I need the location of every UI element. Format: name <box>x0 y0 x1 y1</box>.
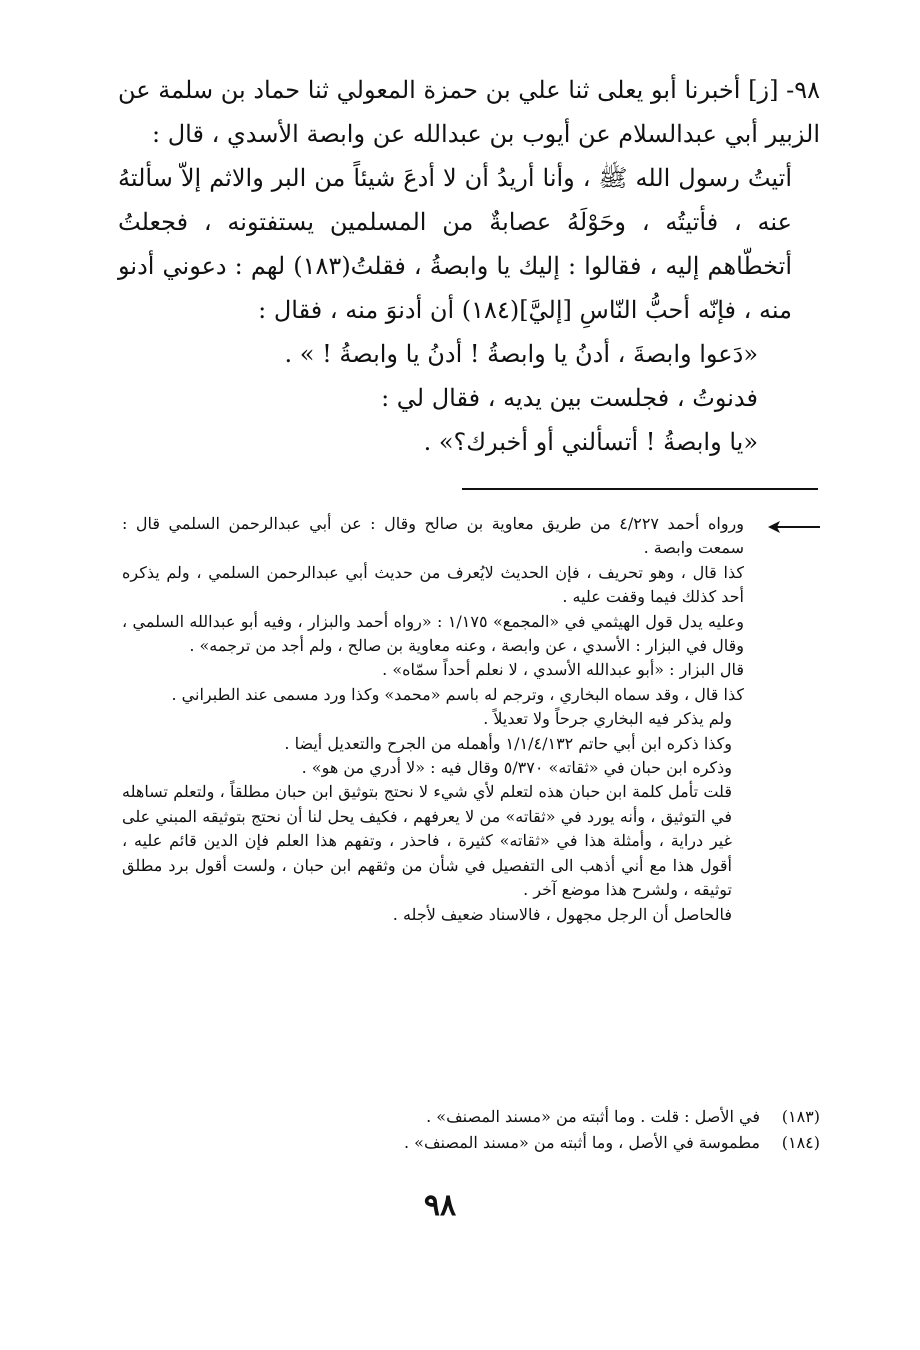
commentary-paragraph: قلت تأمل كلمة ابن حبان هذه لتعلم لأي شيء لا نحتج بتوثيق ابن حبان مطلقاً ، ولتعلم تساهله في التوثيق ، وأنه يورد في «ثقاته» من لا يعرفهم ، فكيف يحل لنا أن نحتج بتوثيقه المبني على غير دراية ، وأمثلة هذا في «ثقاته» كثيرة ، فاحذر ، وتفهم هذا العلم فإن الدين قائم عليه ، أقول هذا مع أني أذهب الى التفصيل في شأن من وثقهم ابن حبان ، ولست أقول برد مطلق توثيقه ، ولشرح هذا موضع آخر . <box>122 782 732 900</box>
footnote-separator <box>462 488 818 490</box>
commentary-paragraph: كذا قال ، وقد سماه البخاري ، وترجم له باسم «محمد» وكذا ورد مسمى عند الطبراني . <box>171 684 744 704</box>
hadith-quote-2: «يا وابصةُ ! أتسألني أو أخبرك؟» . <box>423 428 758 456</box>
commentary-paragraph: وعليه يدل قول الهيثمي في «المجمع» ١/١٧٥ : «رواه أحمد والبزار ، وفيه أبو عبدالله السلمي ، وقال في البزار : الأسدي ، عن وابصة ، وعنه معاوية بن صالح ، ولم أجد من ترجمه» . <box>122 611 744 656</box>
footnote-number: (١٨٣) <box>781 1107 820 1126</box>
main-text <box>118 68 820 464</box>
continuation-arrow-icon <box>768 520 820 534</box>
commentary-paragraph: كذا قال ، وهو تحريف ، فإن الحديث لايُعرف من حديث أبي عبدالرحمن السلمي ، ولم يذكره أحد كذلك فيما وقفت عليه . <box>122 562 744 607</box>
hadith-narration-2: فدنوتُ ، فجلست بين يديه ، فقال لي : <box>381 384 758 412</box>
hadith-isnad: ٩٨- [ز] أخبرنا أبو يعلى ثنا علي بن حمزة المعولي ثنا حماد بن سلمة عن الزبير أبي عبدالسلام عن أيوب بن عبدالله عن وابصة الأسدي ، قال : <box>118 76 820 148</box>
hadith-quote-1: «دَعوا وابصةَ ، أدنُ يا وابصةُ ! أدنُ يا وابصةُ ! » . <box>284 340 758 368</box>
page-number: ٩٨ <box>423 1188 457 1223</box>
footnote-183 <box>122 1104 820 1130</box>
footnote-commentary <box>122 512 764 927</box>
footnote-text: مطموسة في الأصل ، وما أثبته من «مسند المصنف» . <box>403 1133 760 1152</box>
hadith-narration: أتيتُ رسول الله ﷺ ، وأنا أريدُ أن لا أدعَ شيئاً من البر والاثم إلاّ سألتهُ عنه ، فأتيتُه ، وحَوْلَهُ عصابةٌ من المسلمين يستفتونه ، فجعلتُ أتخطّاهم إليه ، فقالوا : إليك يا وابصةُ ، فقلتُ(١٨٣) لهم : دعوني أدنو منه ، فإنّه أحبُّ النّاسِ [إليَّ](١٨٤) أن أدنوَ منه ، فقال : <box>118 164 793 324</box>
commentary-paragraph: فالحاصل أن الرجل مجهول ، فالاسناد ضعيف لأجله . <box>392 904 732 924</box>
footnote-text: في الأصل : قلت . وما أثبته من «مسند المصنف» . <box>426 1107 760 1126</box>
commentary-paragraph: وذكره ابن حبان في «ثقاته» ٥/٣٧٠ وقال فيه : «لا أدري من هو» . <box>301 758 732 778</box>
commentary-paragraph: ورواه أحمد ٤/٢٢٧ من طريق معاوية بن صالح وقال : عن أبي عبدالرحمن السلمي قال : سمعت وابصة . <box>122 514 744 558</box>
commentary-paragraph: وكذا ذكره ابن أبي حاتم ١/١/٤/١٣٢ وأهمله من الجرح والتعديل أيضا . <box>284 733 732 753</box>
footnotes <box>122 1104 820 1156</box>
footnote-184 <box>122 1130 820 1156</box>
commentary-paragraph: ولم يذكر فيه البخاري جرحاً ولا تعديلاً . <box>483 709 732 729</box>
footnote-number: (١٨٤) <box>781 1133 820 1152</box>
commentary-paragraph: قال البزار : «أبو عبدالله الأسدي ، لا نعلم أحداً سمّاه» . <box>382 660 744 680</box>
